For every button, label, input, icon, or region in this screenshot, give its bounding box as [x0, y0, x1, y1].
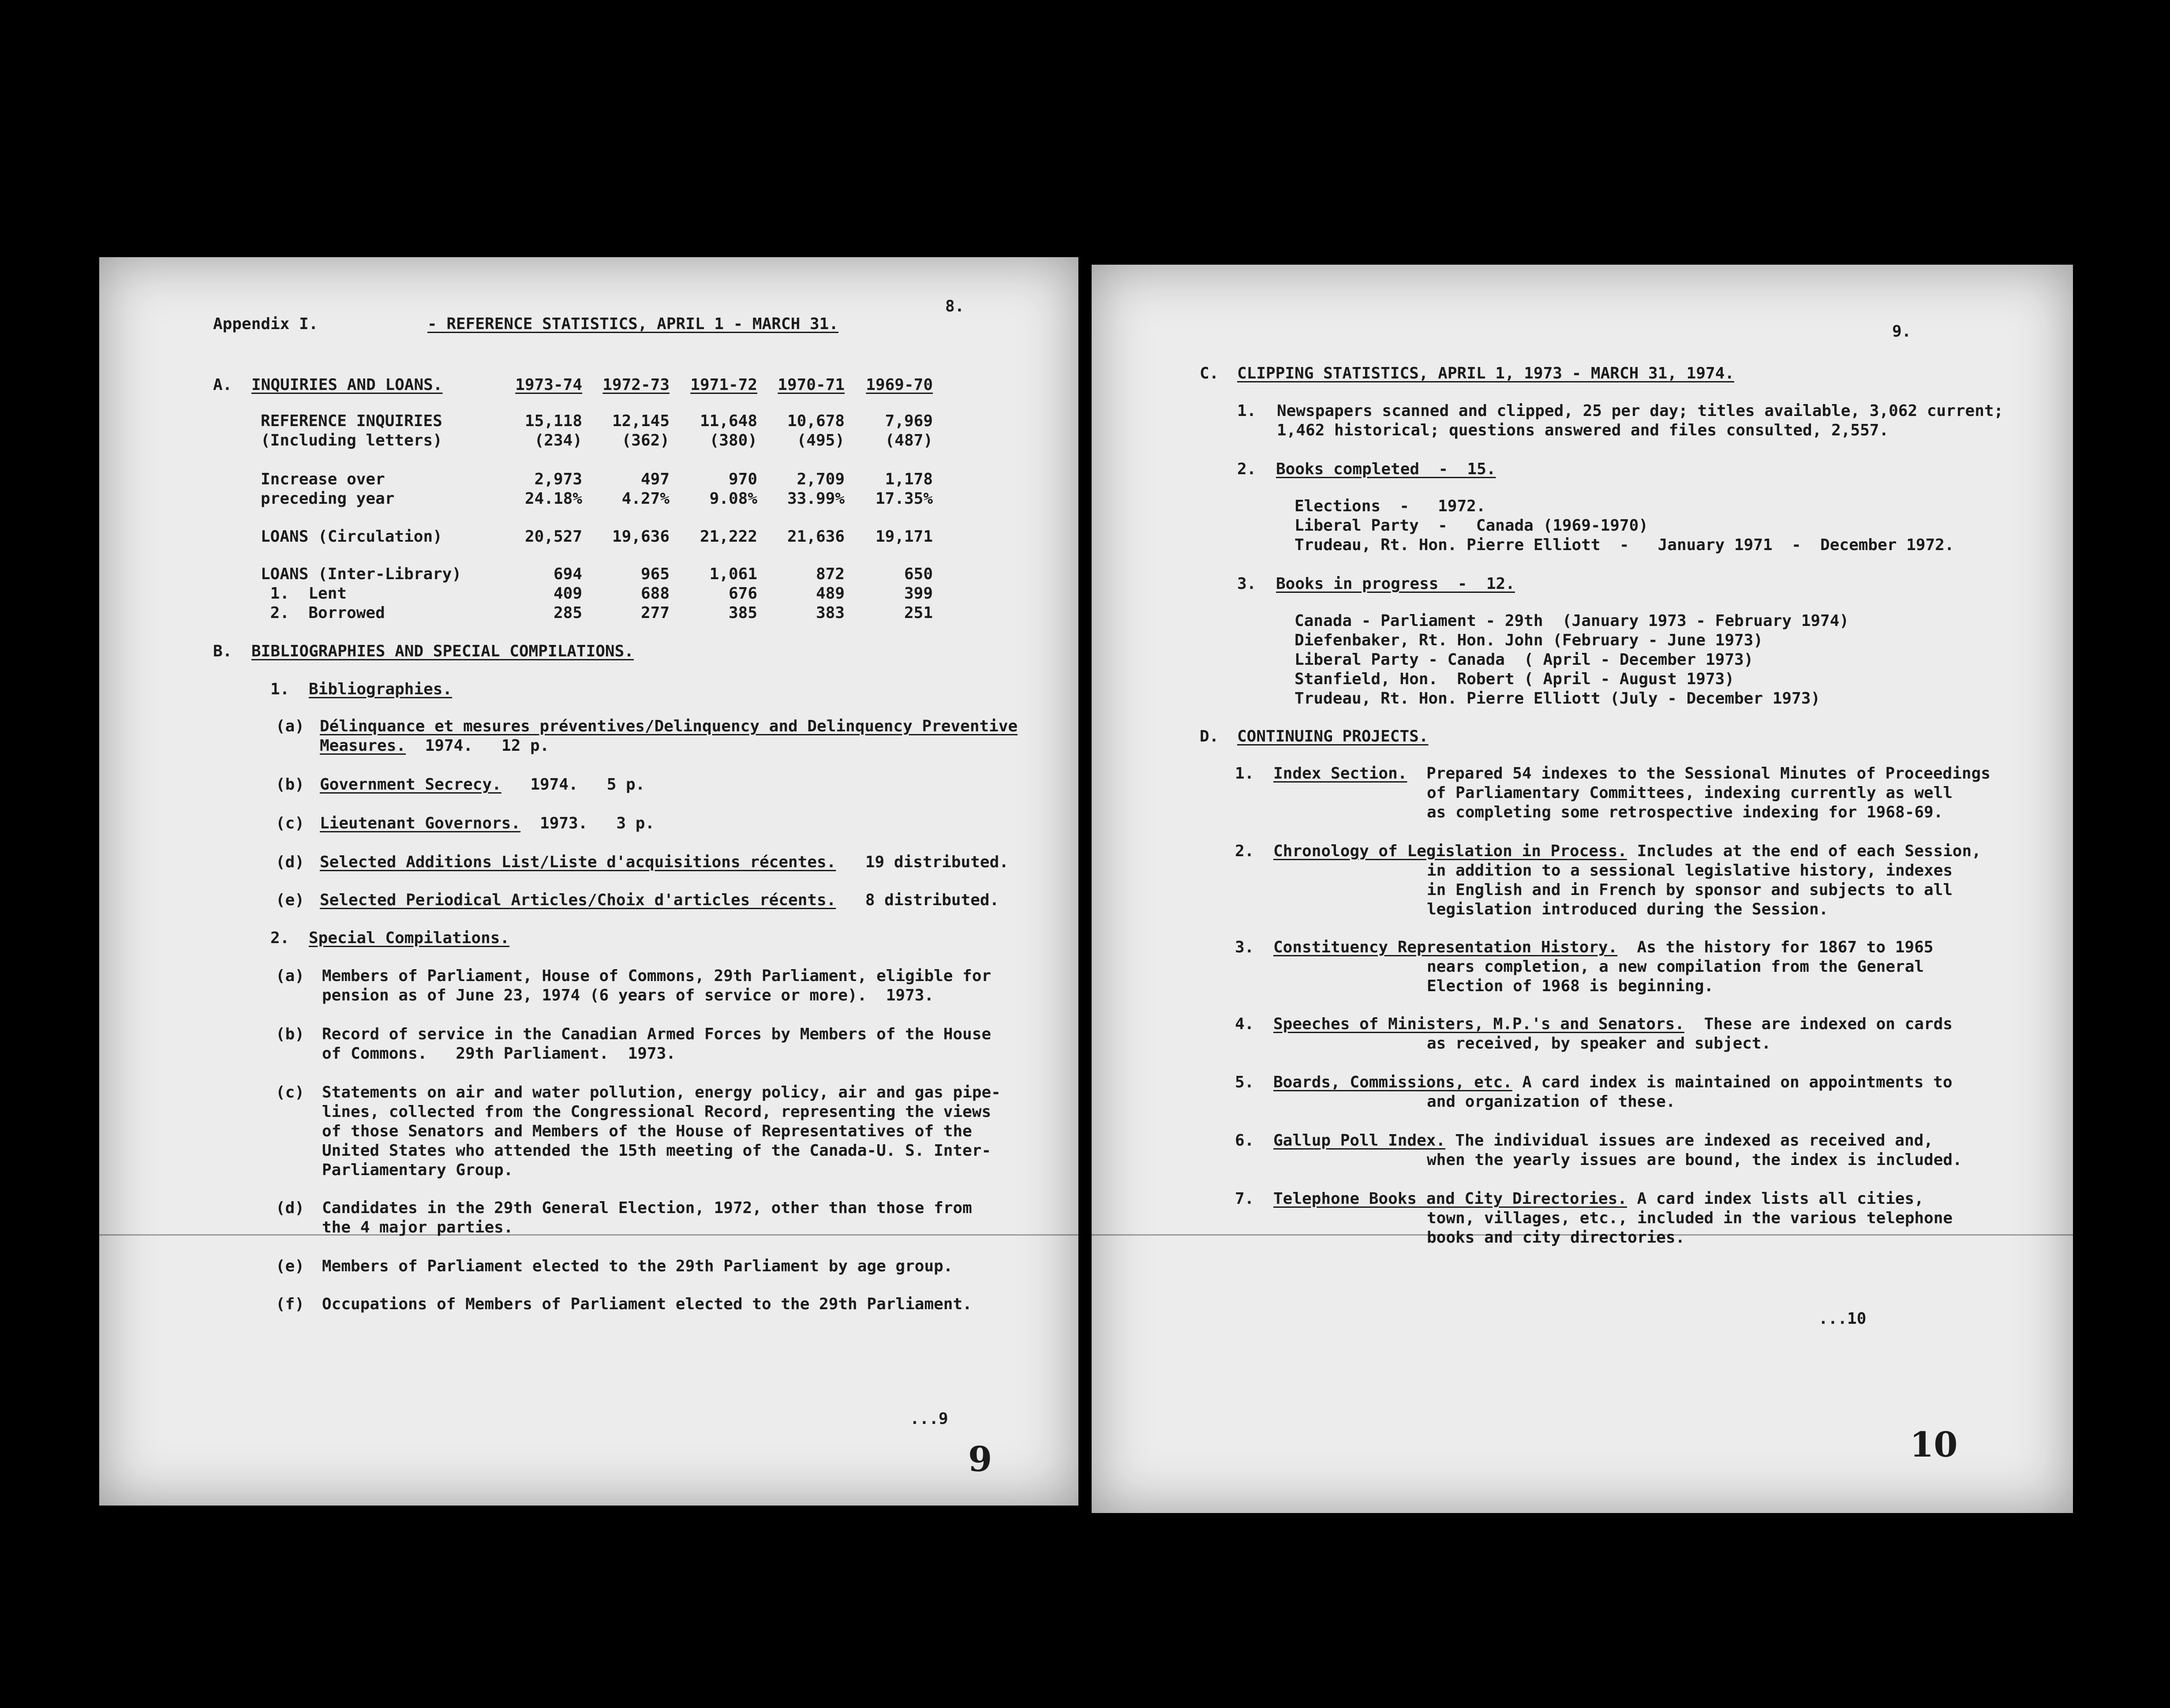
table-cell: 383 — [816, 604, 845, 622]
table-cell: (487) — [885, 431, 933, 449]
year-column-header: 1971-72 — [690, 376, 757, 394]
project-title: Index Section. — [1273, 764, 1407, 783]
bibliography-title: Lieutenant Governors. — [320, 814, 521, 832]
compilation-text: of Commons. 29th Parliament. 1973. — [322, 1045, 676, 1063]
bibliography-title: Selected Periodical Articles/Choix d'articles récents. — [320, 891, 836, 909]
item-letter: (b) — [276, 1025, 305, 1043]
item-letter: (a) — [276, 717, 305, 735]
project-title: Speeches of Ministers, M.P.'s and Senators. — [1273, 1015, 1684, 1033]
project-text: when the yearly issues are bound, the index is included. — [1427, 1151, 1962, 1169]
bibliography-details: 1973. 3 p. — [520, 814, 655, 832]
compilation-text: Candidates in the 29th General Election, 1972, other than those from — [322, 1199, 972, 1217]
book-entry: Stanfield, Hon. Robert ( April - August 1973) — [1295, 670, 1734, 688]
table-row-label: preceding year — [261, 490, 395, 508]
subsection-title: Books in progress - 12. — [1276, 575, 1515, 593]
section-number: A. — [213, 376, 232, 394]
page-stamp: 9 — [968, 1439, 992, 1480]
table-cell: 19,171 — [875, 528, 933, 546]
project-text: town, villages, etc., included in the various telephone — [1427, 1209, 1953, 1227]
compilation-text: United States who attended the 15th meeting of the Canada-U. S. Inter- — [322, 1142, 991, 1160]
table-row-label: 1. Lent — [261, 584, 347, 603]
compilation-text: Record of service in the Canadian Armed Forces by Members of the House — [322, 1025, 991, 1043]
book-entry: Elections - 1972. — [1295, 497, 1486, 515]
compilation-text: the 4 major parties. — [322, 1218, 513, 1236]
bibliography-title: Government Secrecy. — [320, 775, 501, 794]
table-row-label: 2. Borrowed — [261, 604, 385, 622]
table-cell: 19,636 — [612, 528, 670, 546]
table-cell: 4.27% — [621, 490, 670, 508]
compilation-text: Members of Parliament, House of Commons, 29th Parliament, eligible for — [322, 967, 991, 985]
subsection-number: 1. — [1237, 402, 1257, 420]
project-text: legislation introduced during the Session. — [1427, 900, 1829, 918]
project-title: Chronology of Legislation in Process. — [1273, 842, 1627, 860]
table-cell: 285 — [553, 604, 582, 622]
table-cell: 12,145 — [612, 412, 670, 430]
subsection-title: Special Compilations. — [309, 929, 510, 947]
project-text: of Parliamentary Committees, indexing currently as well — [1427, 784, 1953, 802]
compilation-text: Parliamentary Group. — [322, 1161, 513, 1179]
table-cell: 21,636 — [787, 528, 845, 546]
section-title: INQUIRIES AND LOANS. — [251, 376, 443, 394]
item-letter: (a) — [276, 967, 305, 985]
section-title: CLIPPING STATISTICS, APRIL 1, 1973 - MARCH 31, 1974. — [1237, 364, 1735, 382]
subsection-number: 3. — [1237, 575, 1257, 593]
compilation-text: Statements on air and water pollution, energy policy, air and gas pipe- — [322, 1083, 1001, 1101]
item-letter: (e) — [276, 1257, 305, 1275]
table-cell: (380) — [709, 431, 757, 449]
table-cell: 399 — [904, 584, 933, 603]
section-title: BIBLIOGRAPHIES AND SPECIAL COMPILATIONS. — [251, 642, 634, 660]
year-column-header: 1972-73 — [602, 376, 670, 394]
table-cell: 872 — [816, 565, 845, 583]
project-title: Gallup Poll Index. — [1273, 1131, 1446, 1150]
subsection-number: 2. — [270, 929, 290, 947]
year-column-header: 1973-74 — [515, 376, 582, 394]
item-letter: (d) — [276, 1199, 305, 1217]
table-cell: 970 — [728, 470, 757, 488]
project-text: books and city directories. — [1427, 1229, 1685, 1247]
bibliography-details: 19 distributed. — [836, 853, 1009, 871]
table-cell: 676 — [728, 584, 757, 603]
project-title: Constituency Representation History. — [1273, 938, 1618, 956]
clipping-text: Newspapers scanned and clipped, 25 per day; titles available, 3,062 current; — [1277, 402, 2004, 420]
table-cell: 385 — [728, 604, 757, 622]
table-cell: 688 — [640, 584, 670, 603]
bibliography-title: Measures. — [320, 737, 406, 755]
table-cell: 21,222 — [700, 528, 757, 546]
book-entry: Liberal Party - Canada (1969-1970) — [1295, 517, 1648, 535]
clipping-text: 1,462 historical; questions answered and files consulted, 2,557. — [1277, 421, 1889, 439]
table-cell: 650 — [904, 565, 933, 583]
table-cell: 1,178 — [885, 470, 933, 488]
table-row-label: LOANS (Inter-Library) — [261, 565, 462, 583]
continued-marker: ...9 — [910, 1410, 948, 1428]
table-row-label: REFERENCE INQUIRIES — [261, 412, 442, 430]
section-title: CONTINUING PROJECTS. — [1237, 727, 1429, 745]
bibliography-title: Selected Additions List/Liste d'acquisitions récentes. — [320, 853, 836, 871]
project-text: in addition to a sessional legislative history, indexes — [1427, 861, 1953, 880]
table-cell: 17.35% — [875, 490, 933, 508]
bibliography-details: 8 distributed. — [836, 891, 999, 909]
book-entry: Trudeau, Rt. Hon. Pierre Elliott (July - December 1973) — [1295, 689, 1821, 708]
compilation-text: of those Senators and Members of the House of Representatives of the — [322, 1122, 972, 1140]
project-title: Boards, Commissions, etc. — [1273, 1073, 1512, 1091]
appendix-label: Appendix I. — [213, 315, 318, 333]
table-cell: 15,118 — [524, 412, 582, 430]
book-entry: Trudeau, Rt. Hon. Pierre Elliott - January 1971 - December 1972. — [1295, 536, 1954, 554]
page-number: 8. — [945, 297, 965, 315]
section-number: C. — [1200, 364, 1219, 382]
table-cell: 7,969 — [885, 412, 933, 430]
table-cell: 33.99% — [787, 490, 845, 508]
table-cell: 965 — [640, 565, 670, 583]
project-text: As the history for 1867 to 1965 — [1618, 938, 1934, 956]
item-letter: (c) — [276, 814, 305, 832]
compilation-text: lines, collected from the Congressional Record, representing the views — [322, 1103, 991, 1121]
item-letter: (c) — [276, 1083, 305, 1101]
page-stamp: 10 — [1910, 1425, 1958, 1465]
project-number: 7. — [1235, 1190, 1254, 1208]
table-cell: 409 — [553, 584, 582, 603]
table-cell: 694 — [553, 565, 582, 583]
table-cell: 277 — [640, 604, 670, 622]
project-text: A card index is maintained on appointments to — [1512, 1073, 1953, 1091]
compilation-text: Members of Parliament elected to the 29th Parliament by age group. — [322, 1257, 953, 1275]
page-number: 9. — [1892, 322, 1912, 341]
year-column-header: 1969-70 — [866, 376, 933, 394]
table-cell: 251 — [904, 604, 933, 622]
table-cell: 24.18% — [524, 490, 582, 508]
table-row-label: LOANS (Circulation) — [261, 528, 442, 546]
project-number: 5. — [1235, 1073, 1254, 1091]
section-number: B. — [213, 642, 232, 660]
project-text: as completing some retrospective indexing for 1968-69. — [1427, 803, 1943, 821]
subsection-number: 2. — [1237, 460, 1257, 478]
table-row-label: (Including letters) — [261, 431, 442, 449]
fold-line — [99, 1234, 1078, 1236]
item-letter: (e) — [276, 891, 305, 909]
project-number: 2. — [1235, 842, 1254, 860]
table-cell: 9.08% — [709, 490, 757, 508]
project-number: 3. — [1235, 938, 1254, 956]
left-page — [99, 257, 1078, 1506]
table-cell: 2,709 — [797, 470, 845, 488]
item-letter: (f) — [276, 1295, 305, 1313]
project-number: 1. — [1235, 764, 1254, 783]
table-cell: 497 — [640, 470, 670, 488]
table-cell: 2,973 — [534, 470, 582, 488]
project-text: Prepared 54 indexes to the Sessional Minutes of Proceedings — [1407, 764, 1990, 783]
bibliography-details: 1974. 12 p. — [406, 737, 550, 755]
subsection-title: Books completed - 15. — [1276, 460, 1496, 478]
table-cell: 1,061 — [709, 565, 757, 583]
project-text: in English and in French by sponsor and subjects to all — [1427, 881, 1953, 899]
project-text: A card index lists all cities, — [1627, 1190, 1924, 1208]
item-letter: (d) — [276, 853, 305, 871]
table-cell: (362) — [621, 431, 670, 449]
table-cell: (495) — [797, 431, 845, 449]
continued-marker: ...10 — [1818, 1310, 1867, 1328]
table-cell: 489 — [816, 584, 845, 603]
project-text: nears completion, a new compilation from the General — [1427, 958, 1924, 976]
table-cell: 11,648 — [700, 412, 757, 430]
subsection-number: 1. — [270, 680, 290, 698]
page-title: - REFERENCE STATISTICS, APRIL 1 - MARCH 31. — [427, 315, 838, 333]
project-title: Telephone Books and City Directories. — [1273, 1190, 1627, 1208]
project-text: Includes at the end of each Session, — [1627, 842, 1981, 860]
project-text: Election of 1968 is beginning. — [1427, 977, 1714, 995]
year-column-header: 1970-71 — [778, 376, 845, 394]
project-text: as received, by speaker and subject. — [1427, 1034, 1771, 1053]
book-entry: Canada - Parliament - 29th (January 1973 - February 1974) — [1295, 612, 1849, 630]
table-row-label: Increase over — [261, 470, 385, 488]
compilation-text: pension as of June 23, 1974 (6 years of service or more). 1973. — [322, 986, 934, 1004]
bibliography-details: 1974. 5 p. — [501, 775, 645, 794]
project-text: These are indexed on cards — [1685, 1015, 1953, 1033]
book-entry: Liberal Party - Canada ( April - December 1973) — [1295, 651, 1754, 669]
bibliography-title: Délinquance et mesures préventives/Delinquency and Delinquency Preventive — [320, 717, 1018, 735]
table-cell: 10,678 — [787, 412, 845, 430]
project-text: and organization of these. — [1427, 1093, 1676, 1111]
book-entry: Diefenbaker, Rt. Hon. John (February - June 1973) — [1295, 631, 1763, 649]
right-page — [1092, 265, 2073, 1513]
fold-line — [1092, 1234, 2073, 1236]
section-number: D. — [1200, 727, 1219, 745]
project-number: 6. — [1235, 1131, 1254, 1150]
table-cell: 20,527 — [524, 528, 582, 546]
subsection-title: Bibliographies. — [309, 680, 453, 698]
project-text: The individual issues are indexed as received and, — [1445, 1131, 1933, 1150]
item-letter: (b) — [276, 775, 305, 794]
compilation-text: Occupations of Members of Parliament elected to the 29th Parliament. — [322, 1295, 972, 1313]
project-number: 4. — [1235, 1015, 1254, 1033]
table-cell: (234) — [534, 431, 582, 449]
